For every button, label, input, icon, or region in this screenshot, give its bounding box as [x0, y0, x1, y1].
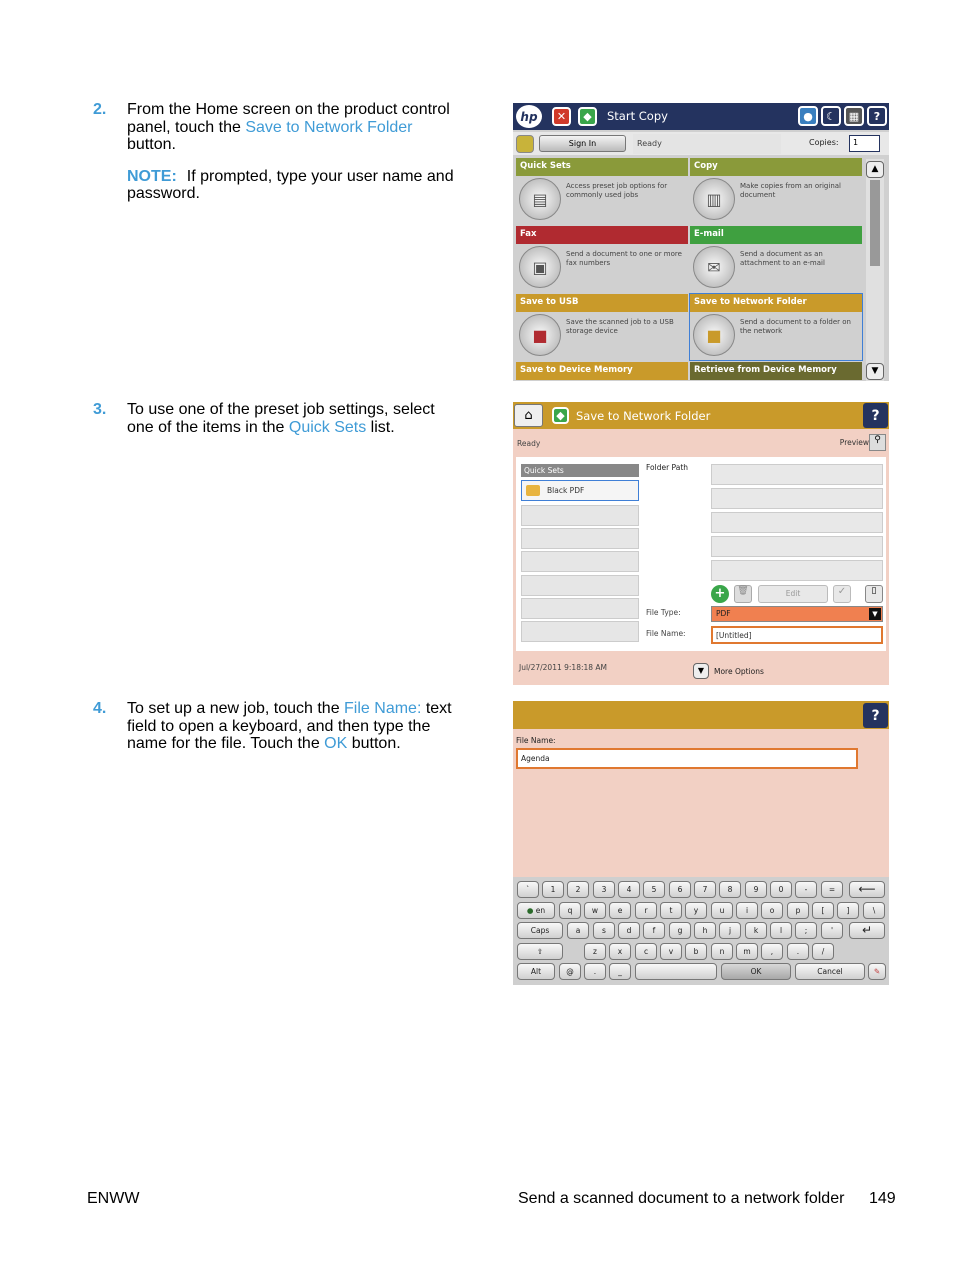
key[interactable]: i [736, 902, 758, 919]
language-key[interactable]: ● en [517, 902, 555, 919]
ok-button[interactable]: OK [721, 963, 791, 980]
key[interactable]: o [761, 902, 783, 919]
key[interactable]: 8 [719, 881, 741, 898]
key[interactable]: = [821, 881, 843, 898]
network-folder-icon: ■ [693, 314, 735, 356]
save-to-network-folder-link[interactable]: Save to Network Folder [245, 118, 413, 136]
quick-sets-icon: ▤ [519, 178, 561, 220]
help-icon[interactable]: ? [863, 403, 888, 428]
quick-sets-link[interactable]: Quick Sets [288, 418, 367, 436]
network-icon[interactable]: ● [798, 106, 818, 126]
key[interactable]: n [711, 943, 733, 960]
file-name-label: File Name: [646, 629, 686, 638]
file-type-select[interactable]: PDF ▼ [711, 606, 883, 622]
key[interactable]: m [736, 943, 758, 960]
tile-description: Access preset job options for commonly used jobs [566, 182, 668, 199]
key[interactable]: z [584, 943, 606, 960]
page-number: 149 [869, 1190, 896, 1207]
quick-set-label: Black PDF [547, 486, 585, 495]
save-to-device-memory-tile[interactable] [516, 362, 688, 381]
folder-toolbar [711, 585, 883, 603]
tile-title: E-mail [690, 226, 862, 244]
top-bar [513, 103, 889, 130]
footer-left: ENWW [87, 1190, 140, 1207]
reset-icon[interactable] [516, 135, 534, 153]
note-text: If prompted, type your user name and password. [127, 167, 454, 202]
address-book-icon[interactable]: ▯ [865, 585, 883, 603]
keyboard-panel [513, 701, 889, 985]
note [127, 168, 463, 203]
more-options-label[interactable]: More Options [714, 667, 764, 676]
key[interactable]: , [761, 943, 783, 960]
key[interactable]: c [635, 943, 657, 960]
footer-section-title: Send a scanned document to a network folder [518, 1190, 845, 1207]
key[interactable]: - [795, 881, 817, 898]
tile-title: Save to USB [516, 294, 688, 312]
tile-description: Make copies from an original document [740, 182, 841, 199]
ok-link[interactable]: OK [324, 735, 348, 752]
backspace-icon: ⟵ [858, 882, 876, 896]
home-icon[interactable]: ⌂ [514, 404, 543, 427]
header-bar [513, 402, 889, 429]
step-number: 2. [93, 101, 107, 118]
folder-path-row[interactable] [711, 464, 883, 485]
key[interactable]: 7 [694, 881, 716, 898]
step-2 [93, 101, 463, 203]
list-item[interactable] [521, 575, 639, 596]
enter-icon: ↵ [861, 923, 873, 937]
on-screen-keyboard [513, 877, 889, 985]
at-key[interactable]: @ [559, 963, 581, 980]
start-button[interactable]: ◆ [578, 107, 597, 126]
file-name-label: File Name: [516, 736, 556, 745]
caps-key[interactable]: Caps [517, 922, 563, 939]
stop-button[interactable]: ✕ [552, 107, 571, 126]
fax-icon: ▣ [519, 246, 561, 288]
start-copy-label: Start Copy [607, 109, 668, 123]
tile-title: Fax [516, 226, 688, 244]
folder-path-label: Folder Path [646, 463, 689, 472]
scroll-thumb[interactable] [870, 180, 880, 266]
save-to-usb-tile[interactable] [516, 294, 688, 360]
space-key[interactable] [635, 963, 717, 980]
status-text: Ready [517, 439, 541, 448]
key[interactable]: l [770, 922, 792, 939]
key[interactable]: 9 [745, 881, 767, 898]
key[interactable]: x [609, 943, 631, 960]
key[interactable]: w [584, 902, 606, 919]
key[interactable]: g [669, 922, 691, 939]
timestamp: Jul/27/2011 9:18:18 AM [519, 663, 608, 672]
tile-title: Copy [690, 158, 862, 176]
key[interactable]: e [609, 902, 631, 919]
step-4 [93, 700, 463, 753]
tile-title: Save to Network Folder [690, 294, 862, 312]
key[interactable]: q [559, 902, 581, 919]
list-item[interactable] [521, 621, 639, 642]
magnifier-icon[interactable]: ⚲ [869, 434, 886, 451]
copy-icon: ▥ [693, 178, 735, 220]
tile-title: Retrieve from Device Memory [690, 362, 862, 380]
scroll-down-icon[interactable]: ▼ [866, 363, 884, 380]
status-text: Ready [633, 134, 781, 154]
step-number: 4. [93, 700, 107, 717]
key[interactable]: 4 [618, 881, 640, 898]
copies-label: Copies: [809, 138, 839, 147]
key[interactable]: h [694, 922, 716, 939]
scrollbar[interactable] [866, 159, 884, 381]
underscore-key[interactable]: _ [609, 963, 631, 980]
pencil-icon[interactable]: ✎ [868, 963, 886, 980]
home-screen-panel [513, 103, 889, 381]
header-bar [513, 701, 889, 729]
copy-tile[interactable] [690, 158, 862, 224]
folder-path-row[interactable] [711, 536, 883, 557]
help-icon[interactable]: ? [863, 703, 888, 728]
step-text: To use one of the preset job settings, select one of the items in the Quick Sets list. [127, 401, 435, 436]
fax-tile[interactable] [516, 226, 688, 292]
key[interactable]: ` [517, 881, 539, 898]
key[interactable]: 2 [567, 881, 589, 898]
tile-description: Send a document as an attachment to an e-mail [740, 250, 825, 267]
preview-label: Preview [839, 438, 869, 447]
quick-sets-tile[interactable] [516, 158, 688, 224]
key[interactable]: ' [821, 922, 843, 939]
tile-title: Quick Sets [516, 158, 688, 176]
globe-icon: ● [526, 906, 534, 915]
edit-button[interactable]: Edit [758, 585, 828, 603]
key[interactable]: s [593, 922, 615, 939]
key[interactable]: t [660, 902, 682, 919]
folder-path-row[interactable] [711, 512, 883, 533]
key[interactable]: ; [795, 922, 817, 939]
file-name-field[interactable]: [Untitled] [711, 626, 883, 644]
key[interactable]: \ [863, 902, 885, 919]
key[interactable]: b [685, 943, 707, 960]
start-button[interactable]: ◆ [552, 407, 569, 424]
key[interactable]: v [660, 943, 682, 960]
hp-logo: hp [516, 105, 542, 128]
settings-area [516, 457, 886, 651]
key[interactable]: 3 [593, 881, 615, 898]
key[interactable]: / [812, 943, 834, 960]
list-item[interactable] [521, 505, 639, 526]
add-icon[interactable]: + [711, 585, 729, 603]
sleep-icon[interactable]: ☾ [821, 106, 841, 126]
key[interactable]: . [787, 943, 809, 960]
folder-path-row[interactable] [711, 560, 883, 581]
dot-key[interactable]: . [584, 963, 606, 980]
shift-key[interactable] [517, 943, 563, 960]
email-tile[interactable] [690, 226, 862, 292]
step-3 [93, 401, 463, 436]
step-text: From the Home screen on the product control panel, touch the Save to Network Folder button. [127, 101, 450, 153]
language-icon[interactable]: ▦ [844, 106, 864, 126]
tile-title: Save to Device Memory [516, 362, 688, 380]
key[interactable]: d [618, 922, 640, 939]
list-item[interactable] [521, 551, 639, 572]
quick-set-item[interactable] [521, 480, 639, 501]
key[interactable]: [ [812, 902, 834, 919]
key[interactable]: 1 [542, 881, 564, 898]
status-row [513, 132, 889, 155]
alt-key[interactable]: Alt [517, 963, 555, 980]
step-number: 3. [93, 401, 107, 418]
cancel-button[interactable]: Cancel [795, 963, 865, 980]
list-item[interactable] [521, 598, 639, 619]
help-icon[interactable]: ? [867, 106, 887, 126]
folder-path-row[interactable] [711, 488, 883, 509]
file-name-link[interactable]: File Name: [344, 700, 422, 717]
enter-key[interactable] [849, 922, 885, 939]
key[interactable]: r [635, 902, 657, 919]
key[interactable]: j [719, 922, 741, 939]
usb-icon: ■ [519, 314, 561, 356]
more-options-icon[interactable]: ▼ [693, 663, 709, 679]
file-type-label: File Type: [646, 608, 681, 617]
screen-title: Save to Network Folder [576, 409, 711, 423]
check-icon[interactable]: ✓ [833, 585, 851, 603]
key[interactable]: k [745, 922, 767, 939]
copies-input[interactable]: 1 [849, 135, 880, 152]
key[interactable]: 0 [770, 881, 792, 898]
chevron-down-icon: ▼ [869, 608, 881, 620]
key[interactable]: p [787, 902, 809, 919]
scroll-up-icon[interactable]: ▲ [866, 161, 884, 178]
tile-description: Save the scanned job to a USB storage device [566, 318, 674, 335]
envelope-icon: ✉ [693, 246, 735, 288]
key[interactable]: ] [837, 902, 859, 919]
trash-icon[interactable]: 🗑 [734, 585, 752, 603]
file-name-input[interactable]: Agenda [516, 748, 858, 769]
tile-description: Send a document to one or more fax numbers [566, 250, 682, 267]
tile-description: Send a document to a folder on the network [740, 318, 851, 335]
key[interactable]: 6 [669, 881, 691, 898]
list-item[interactable] [521, 528, 639, 549]
key[interactable]: y [685, 902, 707, 919]
save-to-network-folder-tile[interactable] [690, 294, 862, 360]
retrieve-from-device-memory-tile[interactable] [690, 362, 862, 381]
key[interactable]: a [567, 922, 589, 939]
save-to-network-folder-panel [513, 402, 889, 685]
key[interactable]: f [643, 922, 665, 939]
key[interactable]: u [711, 902, 733, 919]
quick-sets-header: Quick Sets [521, 464, 639, 477]
step-text: To set up a new job, touch the File Name: text field to open a keyboard, and then type the name for the file. Touch the OK button. [127, 700, 452, 752]
folder-icon [526, 485, 540, 496]
key[interactable]: 5 [643, 881, 665, 898]
shift-icon: ⇧ [536, 947, 544, 956]
backspace-key[interactable] [849, 881, 885, 898]
sign-in-button[interactable]: Sign In [539, 135, 626, 152]
note-label: NOTE: [127, 167, 177, 185]
